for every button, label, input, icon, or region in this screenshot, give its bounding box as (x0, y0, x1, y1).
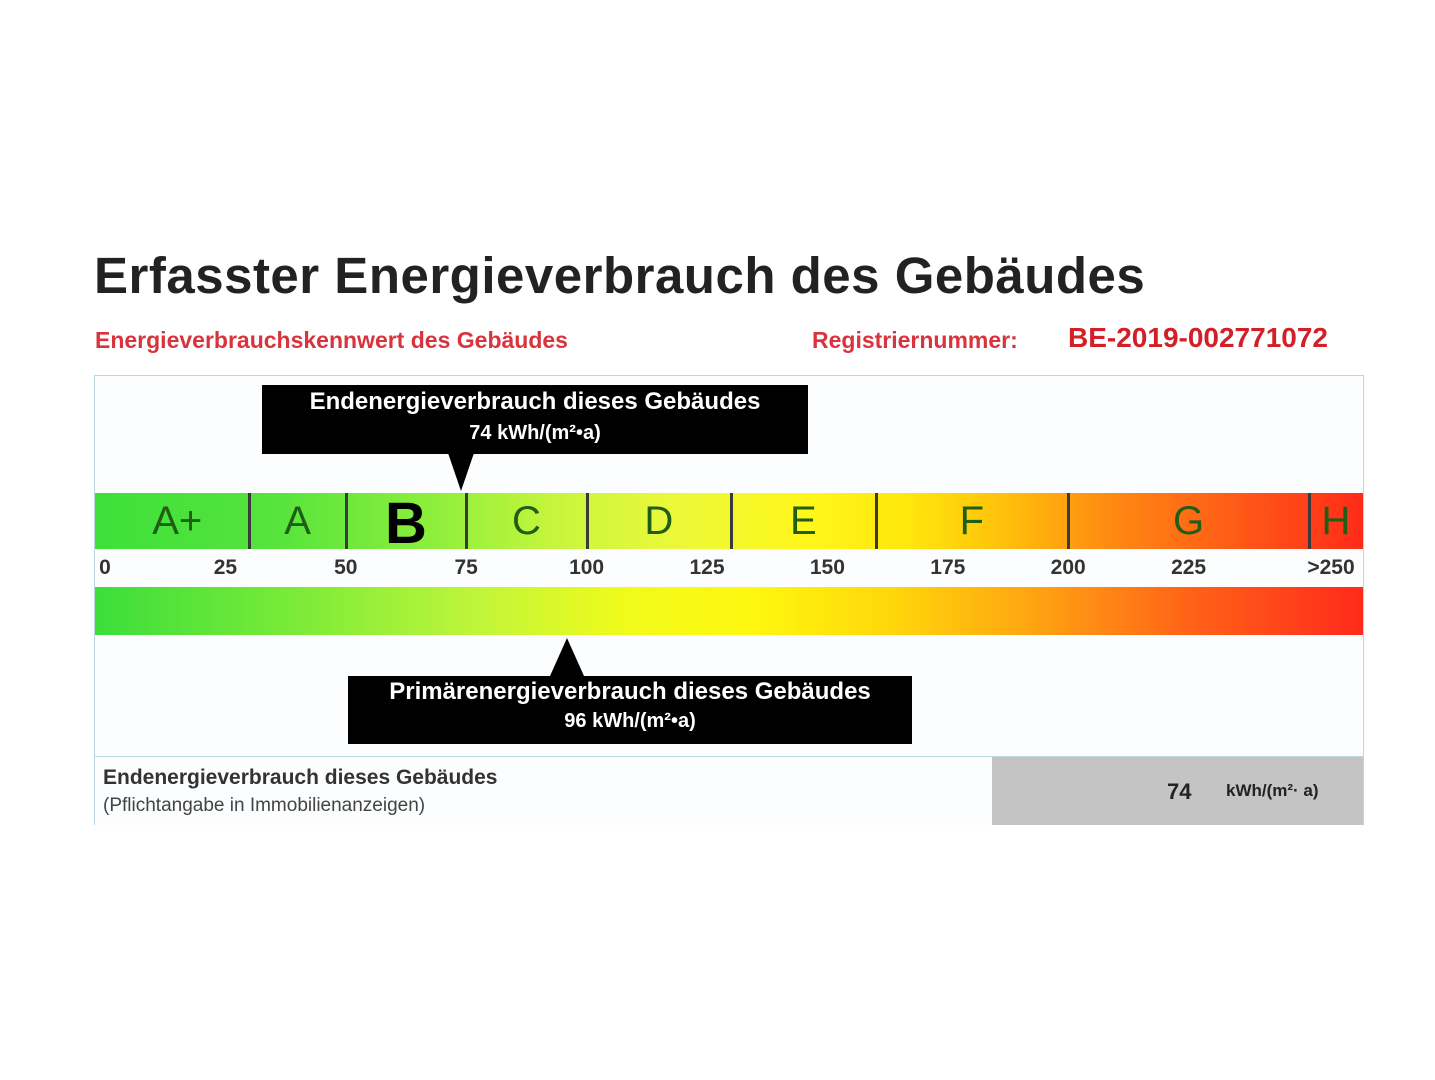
class-separator (586, 493, 589, 549)
primary-energy-callout (348, 676, 912, 744)
registration-number: BE-2019-002771072 (1068, 322, 1328, 353)
class-separator (730, 493, 733, 549)
scale-tick: 225 (1171, 556, 1207, 579)
footer-unit: kWh/(m²· a) (1226, 781, 1319, 800)
scale-tick: >250 (1307, 556, 1355, 579)
scale-tick: 75 (454, 556, 478, 579)
class-separator (1308, 493, 1311, 549)
class-separator (345, 493, 348, 549)
energy-class-a: A (284, 499, 311, 543)
energy-class-e: E (789, 499, 817, 543)
primary-energy-callout-label: Primärenergieverbrauch dieses Gebäudes (389, 678, 871, 705)
scale-tick: 200 (1050, 556, 1086, 579)
end-energy-callout-value: 74 kWh/(m²•a) (469, 422, 601, 444)
energy-class-aplus: A+ (152, 499, 203, 543)
energy-class-g: G (1173, 499, 1205, 543)
primary-energy-pointer (550, 638, 584, 676)
footer-label: Endenergieverbrauch dieses Gebäudes (103, 766, 498, 789)
footer-row (95, 756, 1363, 825)
energy-class-d: D (644, 499, 674, 543)
class-separator (248, 493, 251, 549)
scale-tick: 125 (689, 556, 725, 579)
class-separator (1067, 493, 1070, 549)
energy-class-b: B (385, 491, 427, 556)
energy-class-bar (95, 491, 1363, 556)
page-title: Erfasster Energieverbrauch des Gebäudes (94, 247, 1146, 304)
scale-tick: 100 (569, 556, 605, 579)
energy-gradient-bar (95, 587, 1363, 635)
end-energy-callout-label: Endenergieverbrauch dieses Gebäudes (309, 388, 761, 415)
page-subtitle: Energieverbrauchskennwert des Gebäudes (95, 327, 568, 353)
scale-tick: 150 (809, 556, 845, 579)
footer-value: 74 (1167, 779, 1192, 804)
energy-class-h: H (1321, 499, 1351, 543)
scale-tick: 25 (213, 556, 238, 579)
class-separator (465, 493, 468, 549)
footer-value-box (992, 757, 1363, 825)
footer-note: (Pflichtangabe in Immobilienanzeigen) (103, 795, 426, 816)
end-energy-callout (262, 385, 808, 454)
scale-tick: 0 (99, 556, 111, 579)
energy-class-f: F (959, 499, 985, 543)
scale-tick: 50 (334, 556, 358, 579)
scale-tick: 175 (930, 556, 966, 579)
class-separator (875, 493, 878, 549)
primary-energy-callout-value: 96 kWh/(m²•a) (564, 710, 696, 732)
registration-label: Registriernummer: (812, 327, 1018, 353)
end-energy-pointer (448, 453, 474, 491)
energy-class-c: C (511, 499, 541, 543)
